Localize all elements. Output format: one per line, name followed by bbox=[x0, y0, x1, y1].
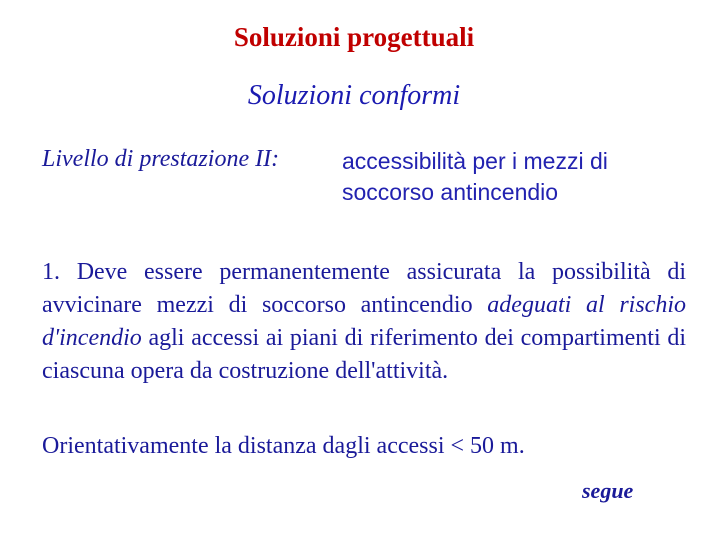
requirement-emphasis: adeguati al rischio d'incendio bbox=[42, 292, 687, 351]
requirement-text-part1: 1. Deve essere permanentemente assicurata la possibilità di avvicinare mezzi di soccorso antincendio bbox=[42, 259, 686, 318]
performance-level-label: Livello di prestazione II: bbox=[42, 146, 280, 172]
requirement-text-part2: agli accessi ai piani di riferimento dei compartimenti di ciascuna opera da costruzione dell'attività. bbox=[42, 325, 686, 384]
slide-subtitle: Soluzioni conformi bbox=[247, 80, 461, 111]
slide-title: Soluzioni progettuali bbox=[233, 22, 475, 52]
continue-label: segue bbox=[582, 478, 634, 503]
distance-note: Orientativamente la distanza dagli accessi < 50 m. bbox=[42, 433, 525, 459]
performance-level-value: accessibilità per i mezzi di soccorso antincendio bbox=[342, 148, 608, 205]
requirement-point bbox=[42, 256, 686, 388]
